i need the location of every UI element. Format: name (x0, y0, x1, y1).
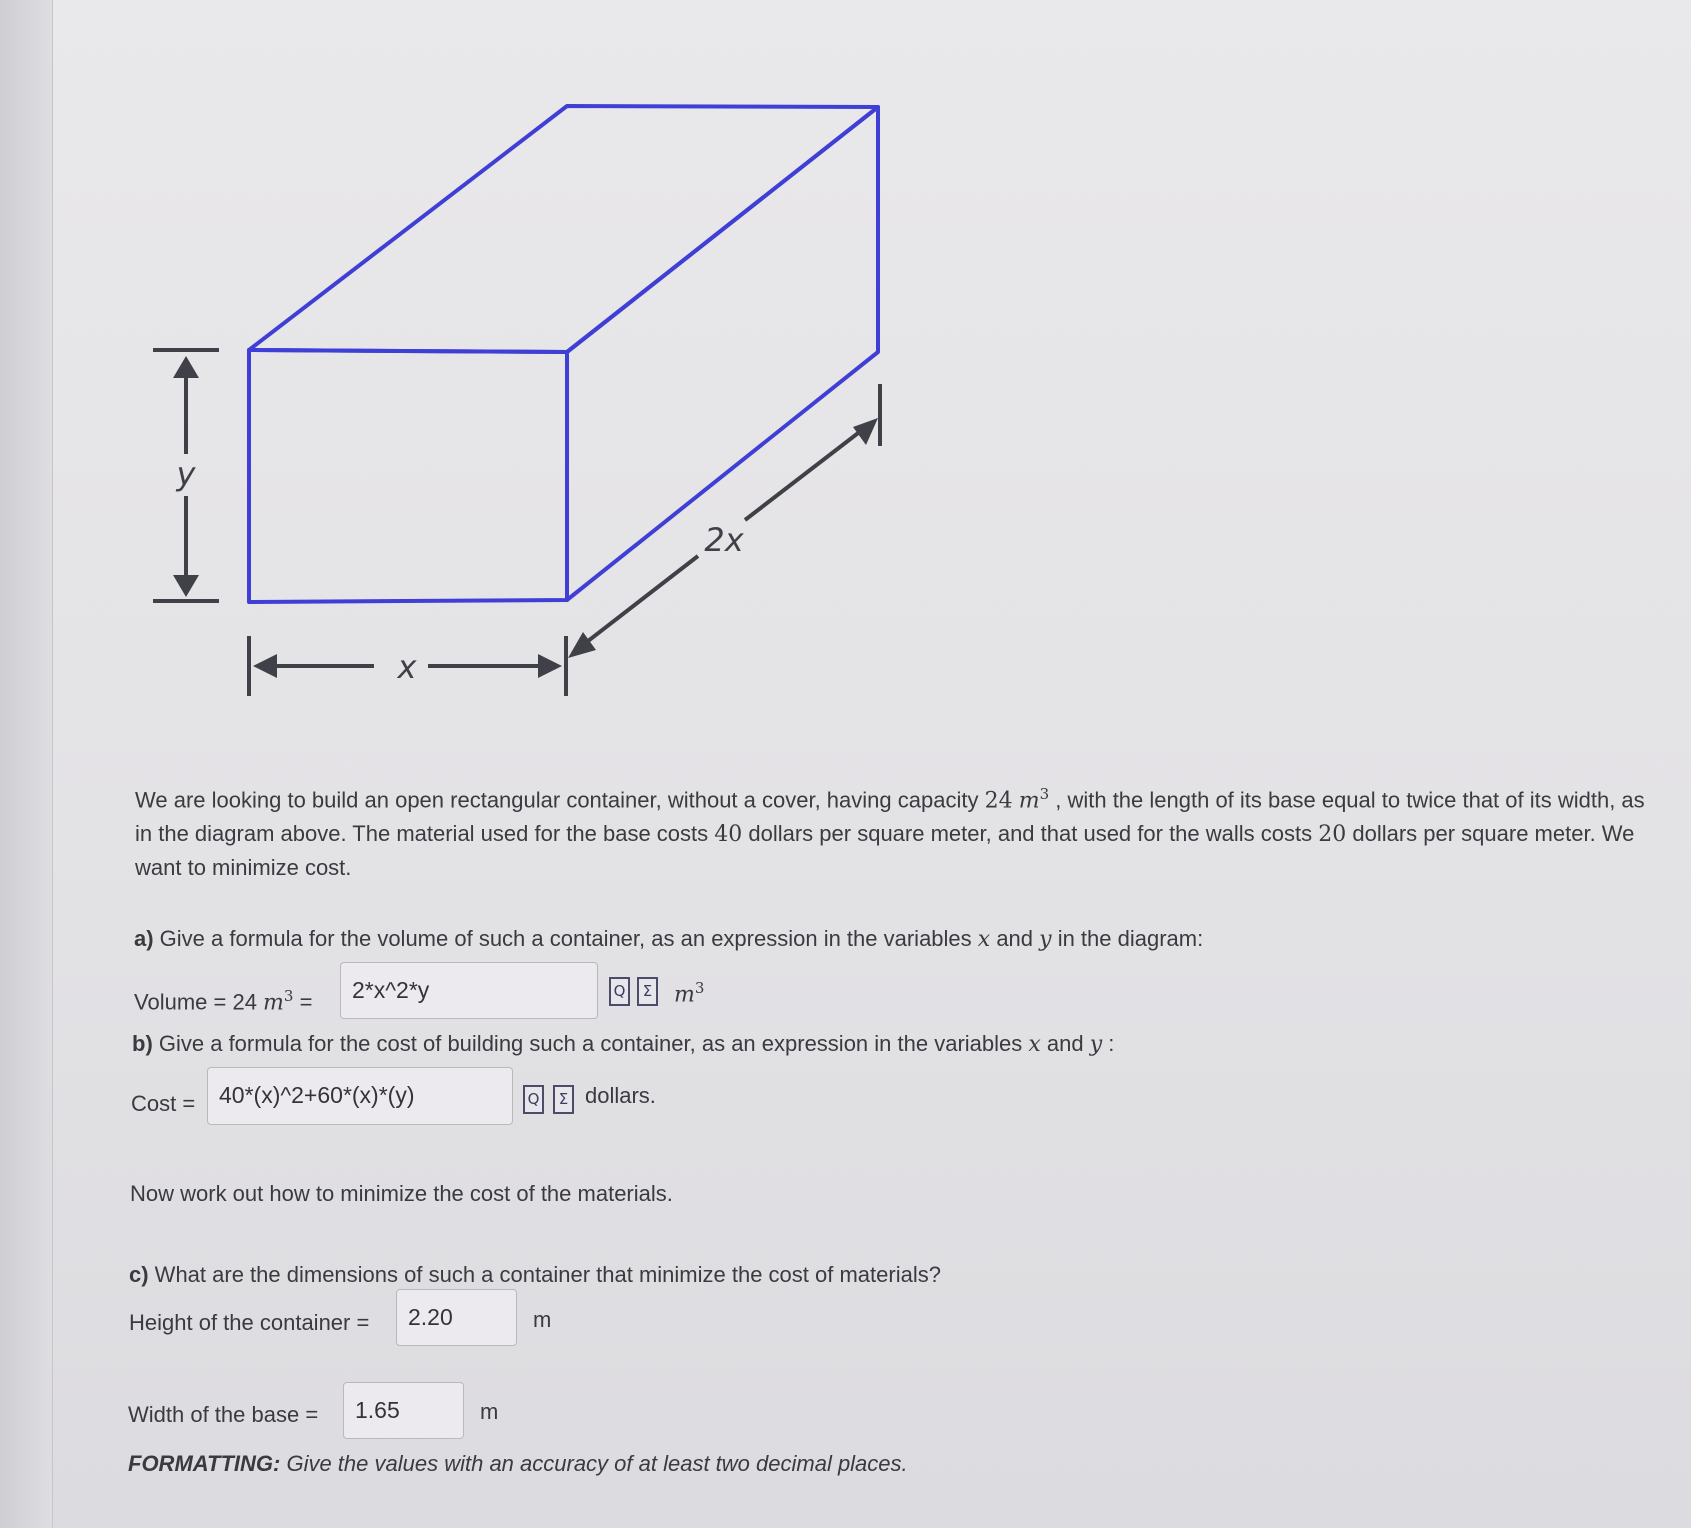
capacity-value: 24 (984, 788, 1013, 814)
preview-icon[interactable]: Q (609, 977, 630, 1006)
volume-answer-input[interactable]: 2*x^2*y (340, 962, 598, 1019)
volume-unit-exponent: 3 (694, 979, 705, 997)
width-answer-input[interactable]: 1.65 (343, 1382, 464, 1439)
intro-line-3: want to minimize cost. (135, 855, 352, 881)
part-a-question (134, 922, 1203, 956)
question-text: What are the dimensions of such a container that minimize the cost of materials? (148, 1262, 941, 1287)
part-b-question (132, 1027, 1114, 1061)
part-a-label: a) (134, 926, 154, 951)
volume-label (134, 980, 312, 1019)
capacity-unit: m (1018, 788, 1040, 814)
question-text: and (990, 926, 1040, 951)
height-answer-input[interactable]: 2.20 (396, 1289, 517, 1346)
problem-statement (135, 778, 1691, 884)
question-text: Give a formula for the cost of building such a container, as an expression in the variables (152, 1031, 1029, 1056)
formatting-label: FORMATTING: (128, 1451, 281, 1476)
intro-text: dollars per square meter. We (1346, 821, 1635, 847)
volume-lhs-unit: m (263, 990, 284, 1016)
intro-line-1 (135, 778, 1691, 817)
cost-answer-input[interactable]: 40*(x)^2+60*(x)*(y) (207, 1067, 513, 1125)
variable-y: y (1089, 1032, 1103, 1057)
volume-unit (674, 972, 704, 1011)
base-cost-value: 40 (714, 822, 743, 848)
variable-x: x (1028, 1032, 1041, 1057)
equation-icon[interactable]: Σ (637, 977, 658, 1006)
intro-text: , with the length of its base equal to twice that of its width, as (1049, 787, 1645, 813)
preview-icon[interactable]: Q (523, 1085, 544, 1114)
box-outline (249, 106, 878, 602)
container-diagram (0, 0, 1691, 760)
intro-text: in the diagram above. The material used for the base costs (135, 821, 715, 847)
volume-lhs-exponent: 3 (283, 987, 294, 1005)
intro-text: dollars per square meter, and that used for the walls costs (742, 821, 1319, 847)
question-text: and (1040, 1031, 1090, 1056)
variable-y: y (1039, 927, 1052, 952)
width-label: Width of the base = (128, 1402, 319, 1427)
part-c-question (129, 1258, 941, 1291)
equals-sign: = (299, 989, 313, 1015)
height-label: y (176, 455, 196, 493)
equation-icon[interactable]: Σ (553, 1085, 574, 1114)
question-text: : (1102, 1031, 1115, 1056)
width-label: x (397, 648, 417, 686)
formatting-text: Give the values with an accuracy of at least two decimal places. (280, 1451, 908, 1476)
volume-lhs-text: Volume = 24 (134, 989, 264, 1015)
formatting-note (128, 1447, 908, 1480)
length-label: 2x (704, 521, 744, 559)
transition-text: Now work out how to minimize the cost of the materials. (130, 1181, 673, 1206)
volume-unit-base: m (674, 982, 695, 1008)
box-top-face (249, 106, 878, 352)
part-c-label: c) (129, 1262, 149, 1287)
capacity-exponent: 3 (1039, 785, 1050, 803)
wall-cost-value: 20 (1318, 822, 1347, 848)
question-text: in the diagram: (1051, 926, 1204, 951)
part-b-label: b) (132, 1031, 153, 1056)
height-unit: m (533, 1307, 552, 1332)
box-front-face (249, 350, 567, 602)
intro-line-2 (135, 817, 1691, 851)
width-unit: m (480, 1399, 499, 1424)
cost-unit: dollars. (585, 1083, 656, 1108)
variable-x: x (977, 927, 991, 952)
height-label: Height of the container = (129, 1310, 370, 1335)
question-text: Give a formula for the volume of such a container, as an expression in the variables (153, 926, 978, 951)
intro-text: We are looking to build an open rectangular container, without a cover, having capacity (135, 787, 985, 813)
cost-label: Cost = (131, 1091, 196, 1116)
